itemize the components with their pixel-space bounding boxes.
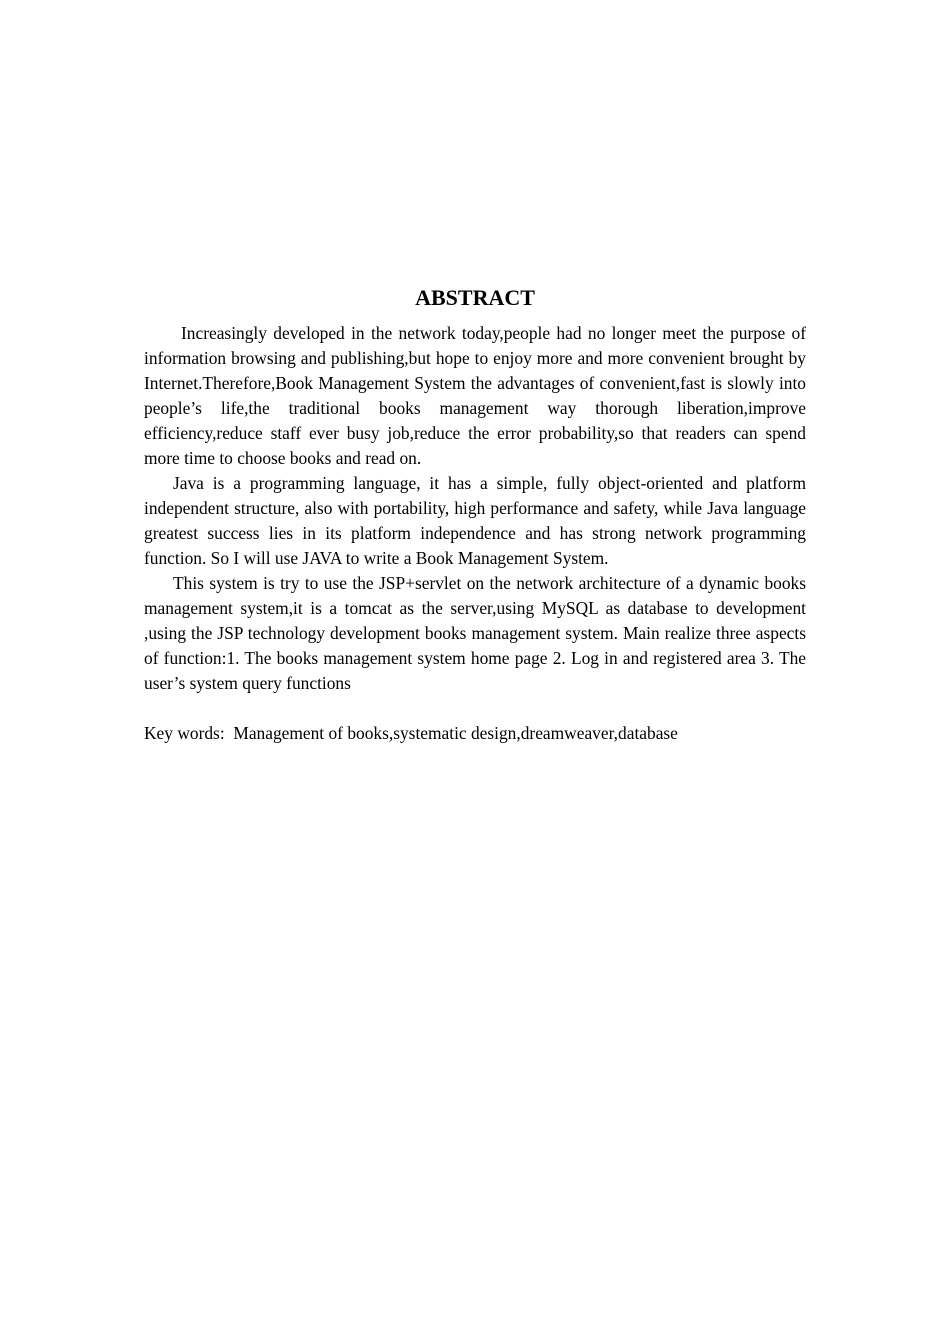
- keywords-line: [144, 721, 806, 746]
- keywords-text: Management of books,systematic design,dreamweaver,database: [233, 723, 678, 743]
- keywords-label: Key words:: [144, 723, 234, 743]
- abstract-paragraph-3: This system is try to use the JSP+servlet on the network architecture of a dynamic books management system,it is a tomcat as the server,using MySQL as database to development ,using the JSP technology development books management system. Main realize three aspects of function:1. The books management system home page 2. Log in and registered area 3. The user’s system query functions: [144, 573, 806, 693]
- abstract-section: [144, 284, 806, 746]
- abstract-paragraph-1: Increasingly developed in the network today,people had no longer meet the purpose of information browsing and publishing,but hope to enjoy more and more convenient brought by Internet.Therefore,Book Management System the advantages of convenient,fast is slowly into people’s life,the traditional books management way thorough liberation,improve efficiency,reduce staff ever busy job,reduce the error probability,so that readers can spend more time to choose books and read on.: [144, 323, 806, 468]
- abstract-paragraph-2: Java is a programming language, it has a simple, fully object-oriented and platform independent structure, also with portability, high performance and safety, while Java language greatest success lies in its platform independence and has strong network programming function. So I will use JAVA to write a Book Management System.: [144, 473, 806, 568]
- abstract-title: ABSTRACT: [415, 285, 535, 310]
